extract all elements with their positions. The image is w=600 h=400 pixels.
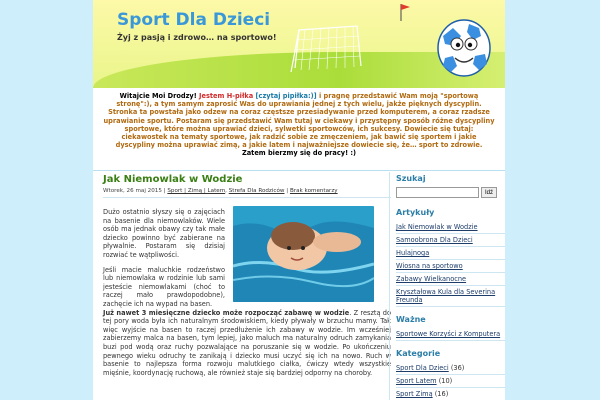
post-intro-column bbox=[103, 208, 225, 309]
categories-list bbox=[396, 362, 505, 400]
post-title[interactable]: Jak Niemowlak w Wodzie bbox=[103, 174, 243, 185]
articles-heading: Artykuły bbox=[396, 208, 435, 217]
category-link[interactable]: Sport Latem bbox=[396, 377, 437, 385]
intro-body: i pragnę przedstawić Wam moją "sportową stronę":), a tym samym zaprosić Was do uprawiania jednej z tych wielu, jakże pięknych dyscyplin. Stronka ta powstała jako odzew na coraz częstsze przesiadywanie przed komputerem, a coraz rzadsze uprawianie sportu. Postaram się przedstawić Wam tutaj w ciekawy i przystępny sposób różne dyscypliny sportowe, które można uprawiać dzieci, sylwetki sportowców, ich sukcesy. Dowiecie się tutaj: ciekawostek na tematy sportowe, jak radzić sobie ze zmęczeniem, jak bawić się sportem i jakie dyscypliny można uprawiać zimą, a jakie latem i najważniejsze dowiecie się, że… sport to zdrowie. bbox=[103, 92, 495, 150]
search-input[interactable] bbox=[396, 187, 479, 198]
site-tagline: Żyj z pasją i zdrowo… na sportowo! bbox=[117, 33, 277, 42]
article-link[interactable]: Wiosna na sportowo bbox=[396, 262, 463, 270]
post-body bbox=[103, 208, 391, 377]
post-paragraph bbox=[103, 309, 391, 378]
intro-jestem: Jestem bbox=[199, 92, 225, 100]
category-count: (36) bbox=[450, 364, 465, 372]
intro-brand: H-piłka bbox=[226, 92, 254, 100]
sidebar bbox=[389, 172, 505, 400]
article-link[interactable]: Kryształowa Kula dla Severina Freunda bbox=[396, 288, 496, 304]
article-link[interactable]: Samoobrona Dla Dzieci bbox=[396, 236, 473, 244]
list-item[interactable] bbox=[396, 273, 505, 286]
intro-closing: Zatem bierzmy się do pracy! :) bbox=[241, 149, 357, 158]
list-item[interactable] bbox=[396, 375, 505, 388]
main-content bbox=[93, 174, 391, 384]
intro-brand-note: [czytaj pipiłka:)] bbox=[255, 92, 317, 100]
category-count: (16) bbox=[434, 390, 449, 398]
page bbox=[93, 0, 505, 400]
important-heading: Ważne bbox=[396, 315, 426, 324]
post-paragraph: Jeśli macie maluchkie rodzeństwo lub niemowlaka w rodzinie lub sami jesteście niemowlakami (choć to raczej mało prawdopodobne), zachęcie ich na wypad na basen. bbox=[103, 265, 225, 308]
category-link[interactable]: Sport Dla Dzieci bbox=[396, 364, 449, 372]
list-item[interactable] bbox=[396, 221, 505, 234]
search-form bbox=[396, 187, 505, 198]
articles-list bbox=[396, 221, 505, 307]
category-link[interactable]: Sport Zimą bbox=[396, 390, 433, 398]
ball-mascot-icon bbox=[435, 14, 493, 80]
list-item[interactable] bbox=[396, 328, 505, 341]
list-item[interactable] bbox=[396, 247, 505, 260]
list-item[interactable] bbox=[396, 286, 505, 307]
intro-greeting: Witajcie Moi Drodzy! bbox=[119, 92, 197, 100]
post-category-link[interactable]: Strefa Dla Rodziców bbox=[228, 188, 285, 194]
list-item[interactable] bbox=[396, 234, 505, 247]
soccer-goal-icon bbox=[285, 22, 365, 74]
categories-heading: Kategorie bbox=[396, 349, 441, 358]
post-category-link[interactable]: Sport | Zimą | Latem bbox=[167, 188, 226, 194]
search-button[interactable]: Idź bbox=[481, 187, 497, 198]
article-link[interactable]: Zabawy Wielkanocne bbox=[396, 275, 467, 283]
category-count: (10) bbox=[438, 377, 453, 385]
site-header bbox=[93, 0, 505, 88]
post-comments-link[interactable]: Brak komentarzy bbox=[289, 188, 338, 194]
corner-flag-icon bbox=[399, 2, 411, 22]
important-list bbox=[396, 328, 505, 341]
post-paragraph: Dużo ostatnio słyszy się o zajęciach na basenie dla niemowlaków. Wiele osób ma jednak obawy czy tak małe dziecko powinno być zabierane na pływalnie. Postaram się dzisiaj rozwiać te wątpliwości. bbox=[103, 208, 225, 259]
list-item[interactable] bbox=[396, 260, 505, 273]
site-title[interactable]: Sport Dla Dzieci bbox=[117, 10, 271, 30]
post-meta: Wtorek, 26 maj 2015 | Sport | Zimą | Latem, Strefa Dla Rodziców | Brak komentarzy bbox=[103, 188, 391, 198]
list-item[interactable] bbox=[396, 388, 505, 400]
post-highlight: Już nawet 3 miesięczne dziecko może rozpocząć zabawę w wodzie bbox=[103, 308, 350, 317]
post-date: Wtorek, 26 maj 2015 bbox=[103, 188, 162, 194]
baby-swimming-photo bbox=[233, 206, 374, 302]
article-link[interactable]: Jak Niemowlak w Wodzie bbox=[396, 223, 478, 231]
post-paragraph-rest: . Z resztą do tej pory woda była ich naturalnym środowiskiem, kiedy pływały w brzuchu mamy. Tak więc wyjście na basen to raczej przedłużenie ich zabawy w wodzie. Im wcześniej zabierzemy malca na basen, tym lepiej, jako maluch ma naturalny odruch zamykania buzi pod wodą oraz ruchy pozwalające na poruszanie się w wodzie. Po ukończeniu pewnego wieku odruchy te zanikają i dziecko musi uczyć się ich na nowo. Ruch w basenie to najlepsza forma rozwoju malutkiego ciałka, ćwiczy wtedy wszystkie mięśnie, koordynację ruchową, ale również staje się bardziej odporny na choroby. bbox=[103, 308, 391, 377]
search-heading: Szukaj bbox=[396, 174, 426, 183]
article-link[interactable]: Hulajnoga bbox=[396, 249, 430, 257]
list-item[interactable] bbox=[396, 362, 505, 375]
intro-text bbox=[93, 88, 505, 171]
important-link[interactable]: Sportowe Korzyści z Komputera bbox=[396, 330, 501, 338]
